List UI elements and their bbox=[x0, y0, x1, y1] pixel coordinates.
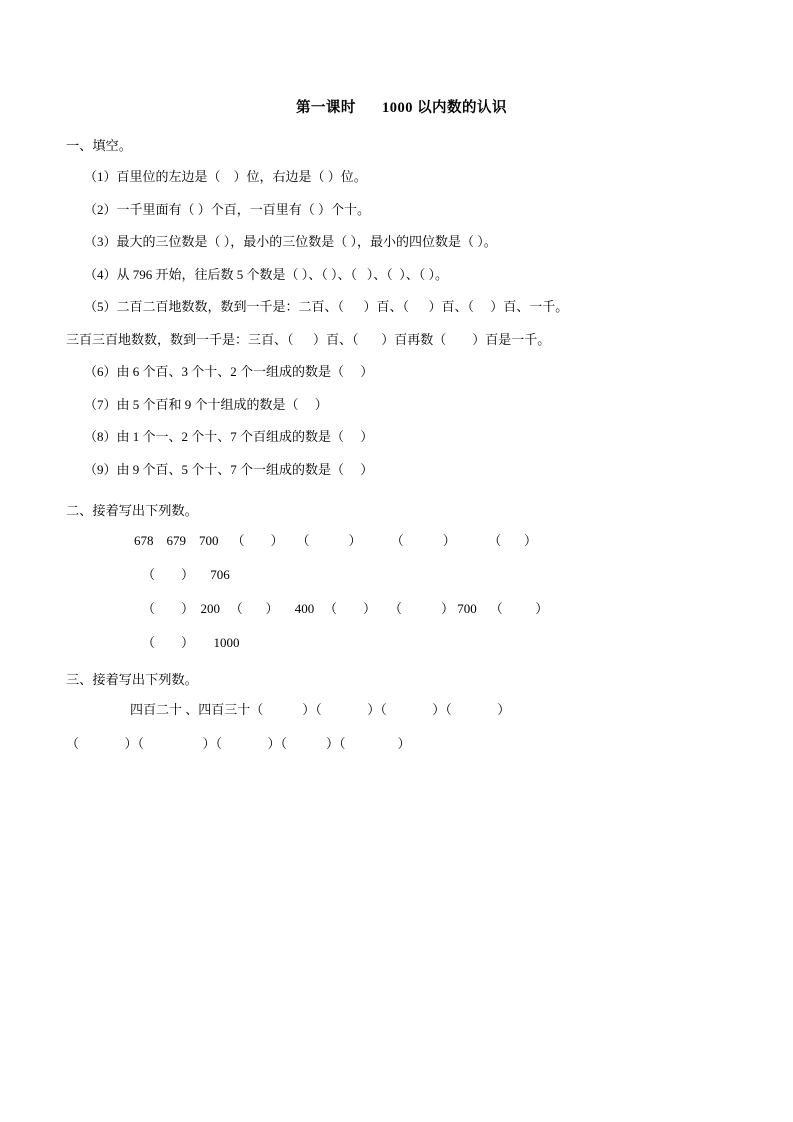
fill-in-blank-item: （9）由 9 个百、5 个十、7 个一组成的数是（ ） bbox=[84, 461, 374, 477]
number-sequence-row: 678 679 700 （ ） （ ） （ ） （ ） bbox=[134, 533, 537, 549]
section-heading-2: 二、接着写出下列数。 bbox=[66, 503, 198, 519]
fill-in-blank-item: （5）二百二百地数数，数到一千是：二百、（ ）百、（ ）百、（ ）百、一千。 bbox=[84, 299, 569, 315]
page-title-main: 第一课时 bbox=[295, 100, 356, 116]
fill-in-blank-item: （3）最大的三位数是（ ），最小的三位数是（ ），最小的四位数是（ ）。 bbox=[84, 234, 497, 250]
page-title-sub: 1000 以内数的认识 bbox=[381, 100, 508, 116]
number-sequence-row: （ ）（ ）（ ）（ ）（ ） bbox=[66, 735, 411, 751]
number-sequence-row: （ ） 200 （ ） 400 （ ） （ ） 700 （ ） bbox=[142, 601, 549, 617]
fill-in-blank-item-continued: 三百三百地数数，数到一千是：三百、（ ）百、（ ）百再数（ ）百是一千。 bbox=[66, 331, 551, 347]
fill-in-blank-item: （6）由 6 个百、3 个十、2 个一组成的数是（ ） bbox=[84, 364, 374, 380]
section-heading-1: 一、填空。 bbox=[66, 138, 132, 153]
section-heading-3: 三、接着写出下列数。 bbox=[66, 672, 198, 688]
number-sequence-row: （ ） 706 bbox=[142, 567, 230, 583]
fill-in-blank-item: （1）百里位的左边是（ ）位，右边是（ ）位。 bbox=[84, 169, 367, 184]
fill-in-blank-item: （8）由 1 个一、2 个十、7 个百组成的数是（ ） bbox=[84, 429, 374, 445]
page-title bbox=[62, 96, 731, 117]
number-sequence-row: 四百二十 、四百三十（ ）（ ）（ ）（ ） bbox=[130, 702, 511, 718]
fill-in-blank-item: （2）一千里面有（ ）个百，一百里有（ ）个十。 bbox=[84, 201, 371, 217]
fill-in-blank-item: （7）由 5 个百和 9 个十组成的数是（ ） bbox=[84, 396, 328, 412]
number-sequence-row: （ ） 1000 bbox=[142, 635, 240, 651]
fill-in-blank-item: （4）从 796 开始，往后数 5 个数是（ ）、（ ）、（ ）、（ ）、（ ）。 bbox=[84, 266, 449, 282]
